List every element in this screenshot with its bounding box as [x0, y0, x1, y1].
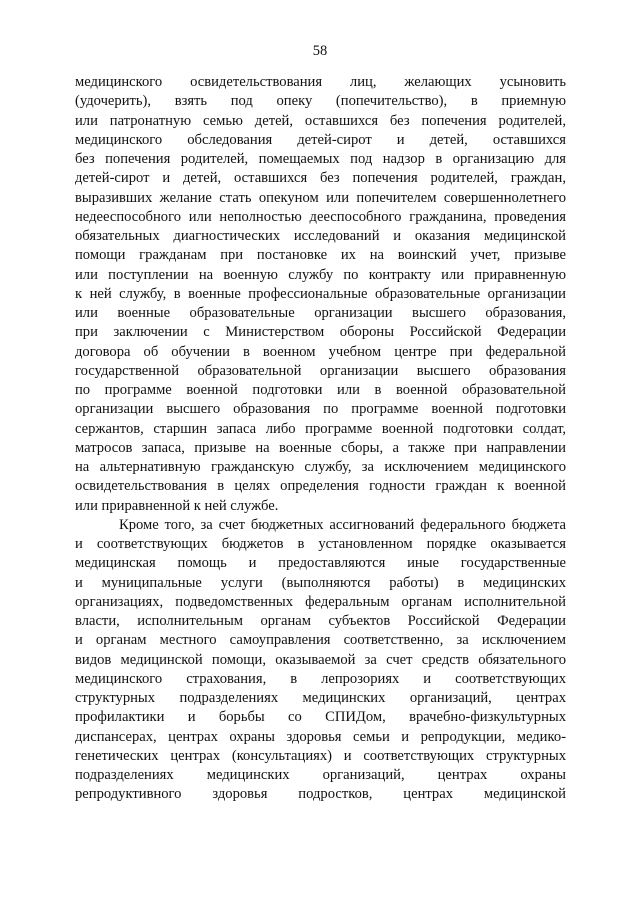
text-line: к ней службу, в военные профессиональные образовательные организации	[75, 285, 566, 302]
text-line: помощи гражданам при постановке их на воинский учет, призыве	[75, 247, 566, 264]
text-line: диспансерах, центрах охраны здоровья семьи и репродукции, медико-	[75, 728, 566, 745]
text-line: медицинского обследования детей-сирот и детей, оставшихся	[75, 131, 566, 148]
text-line: подразделениях медицинских организаций, центрах охраны	[75, 767, 566, 783]
text-line: государственной образовательной организации высшего образования	[75, 362, 566, 379]
text-line: медицинского освидетельствования лиц, желающих усыновить	[75, 74, 566, 90]
text-line: обязательных диагностических исследований и оказания медицинской	[75, 228, 566, 244]
text-line: освидетельствования в целях определения годности граждан к военной	[75, 478, 566, 495]
text-line: профилактики и борьбы со СПИДом, врачебно-физкультурных	[75, 709, 566, 726]
text-line: и органам местного самоуправления соответственно, за исключением	[75, 632, 566, 649]
text-line: структурных подразделениях медицинских организаций, центрах	[75, 690, 566, 706]
text-line: по программе военной подготовки или в военной образовательной	[75, 382, 566, 398]
document-body	[75, 73, 566, 805]
text-line: генетических центрах (консультациях) и соответствующих структурных	[75, 747, 566, 764]
text-line: видов медицинской помощи, оказываемой за счет средств обязательного	[75, 651, 566, 668]
text-line: без попечения родителей, помещаемых под надзор в организацию для	[75, 151, 566, 167]
text-line: недееспособного или неполностью дееспособного гражданина, проведения	[75, 208, 566, 225]
text-line: выразивших желание стать опекуном или попечителем совершеннолетнего	[75, 189, 566, 206]
text-line: организации высшего образования по программе военной подготовки	[75, 401, 566, 418]
text-line: власти, исполнительным органам субъектов Российской Федерации	[75, 613, 566, 629]
text-line: и муниципальные услуги (выполняются работы) в медицинских	[75, 574, 566, 591]
text-line: на альтернативную гражданскую службу, за исключением медицинского	[75, 459, 566, 475]
text-line: (удочерить), взять под опеку (попечительство), в приемную	[75, 93, 566, 110]
text-line: организациях, подведомственных федеральным органам исполнительной	[75, 593, 566, 610]
page-number: 58	[312, 43, 328, 59]
text-line: репродуктивного здоровья подростков, центрах медицинской	[75, 786, 566, 803]
text-line: или военные образовательные организации высшего образования,	[75, 305, 566, 321]
text-line: матросов запаса, призыве на военные сборы, а также при направлении	[75, 439, 566, 456]
text-line: медицинского страхования, в лепрозориях и соответствующих	[75, 670, 566, 687]
paragraph-first-line: Кроме того, за счет бюджетных ассигнований федерального бюджета	[119, 516, 566, 533]
text-line: детей-сирот и детей, оставшихся без попечения родителей, граждан,	[75, 170, 566, 187]
text-line: договора об обучении в военном учебном центре при федеральной	[75, 343, 566, 360]
text-line: при заключении с Министерством обороны Российской Федерации	[75, 324, 566, 341]
text-line: сержантов, старшин запаса либо программе военной подготовки солдат,	[75, 420, 566, 437]
text-line: или поступлении на военную службу по контракту или приравненную	[75, 266, 566, 283]
text-line: или патронатную семью детей, оставшихся без попечения родителей,	[75, 112, 566, 129]
paragraph-last-line: или приравненной к ней службе.	[75, 497, 279, 514]
text-line: и соответствующих бюджетов в установленном порядке оказывается	[75, 536, 566, 552]
text-line: медицинская помощь и предоставляются иные государственные	[75, 555, 566, 572]
